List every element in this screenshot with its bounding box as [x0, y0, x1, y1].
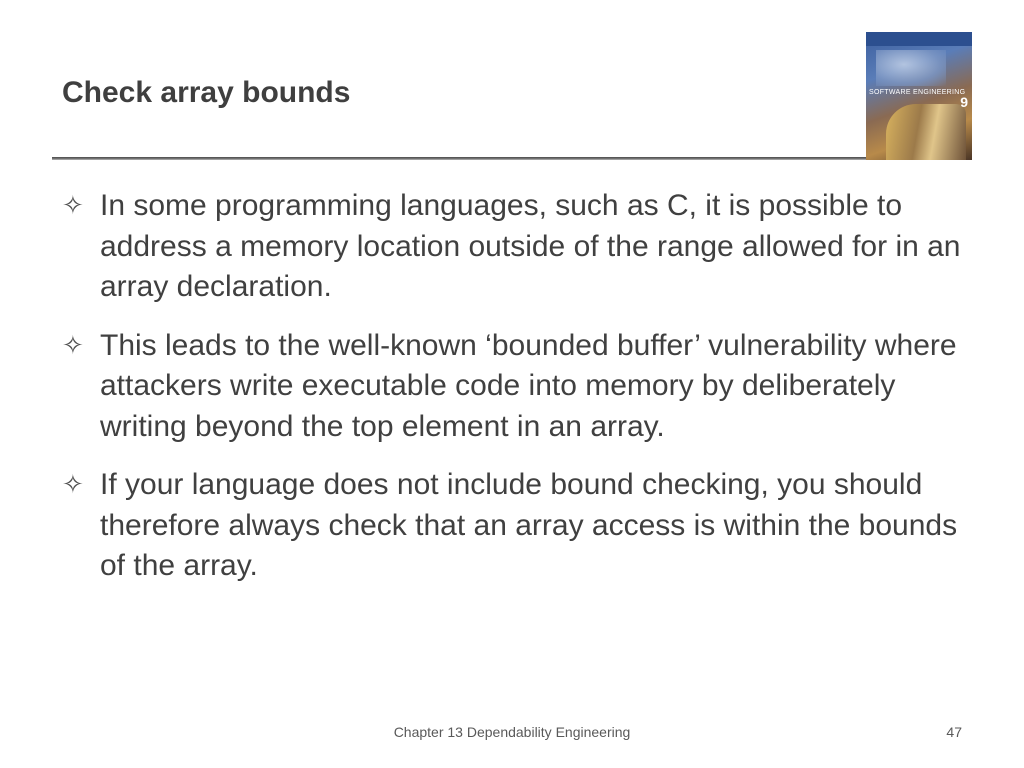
bullet-item [62, 465, 962, 587]
bullet-star-icon: ✧ [62, 191, 84, 221]
slide-title: Check array bounds [62, 76, 351, 109]
bullet-text: In some programming languages, such as C, it is possible to address a memory location outside of the range allowed for in an array declaration. [100, 189, 961, 303]
book-cover-building [886, 104, 966, 160]
page-number: 47 [946, 724, 962, 740]
book-cover-band [866, 32, 972, 46]
bullet-star-icon: ✧ [62, 330, 84, 361]
bullet-item [62, 186, 962, 308]
title-divider [52, 157, 869, 160]
footer-chapter: Chapter 13 Dependability Engineering [393, 724, 631, 740]
book-cover-title: SOFTWARE ENGINEERING [869, 89, 966, 96]
bullet-star-icon: ✧ [62, 470, 84, 500]
book-cover-edition: 9 [960, 94, 968, 110]
bullet-item [62, 326, 962, 448]
bullet-list [62, 186, 962, 605]
bullet-text: This leads to the well-known ‘bounded buffer’ vulnerability where attackers write executable code into memory by deliberately writing beyond the top element in an array. [100, 328, 957, 443]
book-cover-sky [876, 50, 946, 86]
book-cover-image [866, 32, 972, 160]
bullet-text: If your language does not include bound checking, you should therefore always check that an array access is within the bounds of the array. [100, 468, 958, 582]
